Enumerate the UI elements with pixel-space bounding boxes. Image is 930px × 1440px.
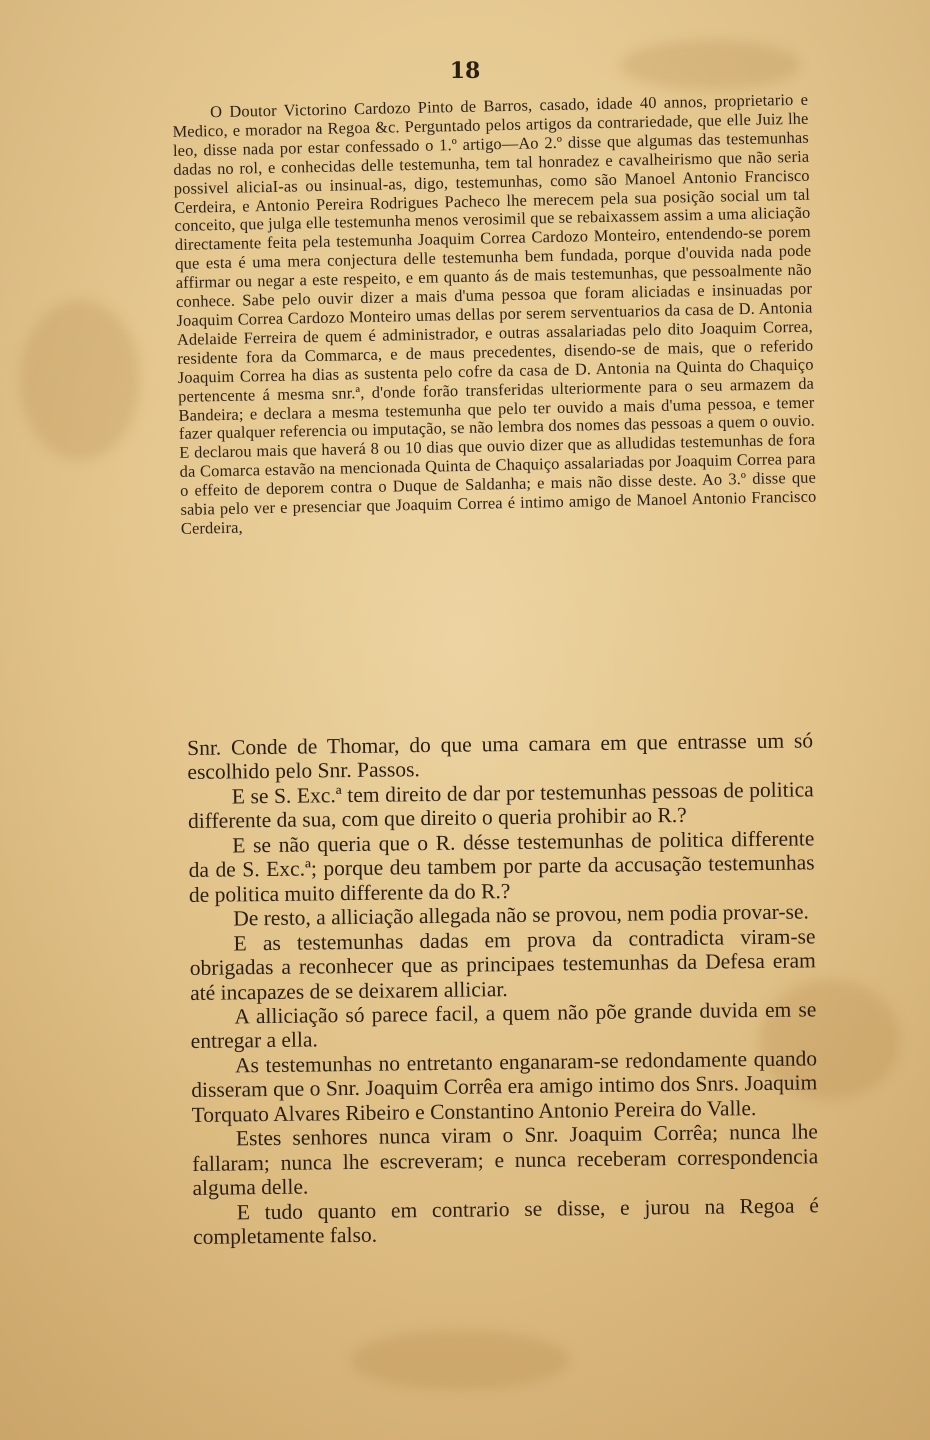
testimony-block xyxy=(172,91,817,539)
commentary-paragraph: E as testemunhas dadas em prova da contradicta viram-se obrigadas a reconhecer que as principaes testemunhas da Defesa eram até incapazes de se deixarem alliciar. xyxy=(189,923,816,1005)
testimony-paragraph: O Doutor Victorino Cardozo Pinto de Barros, casado, idade 40 annos, proprietario e Medico, e morador na Regoa &c. Perguntado pelos artigos da contrariedade, que elle Juiz lhe leo, disse nada por estar confessado o 1.º artigo—Ao 2.º disse que algumas das testemunhas dadas no rol, e conhecidas delle testemunha, tem tal honradez e cavalheirismo que não seria possivel aliciaI-as ou insinual-as, digo, testemunhas, como são Manoel Antonio Francisco Cerdeira, e Antonio Pereira Rodrigues Pacheco lhe merecem pela sua posição social um tal conceito, que julga elle testemunha menos verosimil que se rebaixassem assim a uma aliciação directamente feita pela testemunha Joaquim Correa Cardozo Monteiro, entendendo-se porem que esta é uma mera conjectura delle testemunha bem fundada, porque d'ouvida nada pode affirmar ou negar a este respeito, e em quanto ás de mais testemunhas, que pessoalmente não conhece. Sabe pelo ouvir dizer a mais d'uma pessoa que foram aliciadas e insinuadas por Joaquim Correa Cardozo Monteiro umas dellas por serem serventuarios da casa de D. Antonia Adelaide Ferreira de quem é administrador, e outras assalariadas pelo dito Joaquim Correa, residente fora da Commarca, e de maus precedentes, disendo-se de mais, que o referido Joaquim Correa ha dias as sustenta pelo cofre da casa de D. Antonia na Quinta do Chaquiço pertencente á mesma snr.ª, d'onde forão transferidas ulteriormente para o seu armazem da Bandeira; e declara a mesma testemunha que pelo ter ouvido a mais d'uma pessoa, e temer fazer qualquer referencia ou imputação, se não lembra dos nomes das pessoas a quem o ouvio. E declarou mais que haverá 8 ou 10 dias que ouvio dizer que as alludidas testemunhas de fora da Comarca estavão na mencionada Quinta de Chaquiço assalariadas por Joaquim Correa para o effeito de deporem contra o Duque de Saldanha; e mais não disse deste. Ao 3.º disse que sabia pelo ver e presenciar que Joaquim Correa é intimo amigo de Manoel Antonio Francisco Cerdeira, xyxy=(172,89,817,538)
commentary-paragraph: A alliciação só parece facil, a quem não põe grande duvida em se entregar a ella. xyxy=(190,997,817,1054)
commentary-paragraph: As testemunhas no entretanto enganaram-se redondamente quando disseram que o Snr. Joaquim Corrêa era amigo intimo dos Snrs. Joaquim Torquato Alvares Ribeiro e Constantino Antonio Pereira do Valle. xyxy=(191,1046,818,1127)
commentary-paragraph: E tudo quanto em contrario se disse, e jurou na Regoa é completamente falso. xyxy=(192,1192,819,1250)
commentary-paragraph: E se não queria que o R. désse testemunhas de politica differente da de S. Exc.ª; porque deu tambem por parte da accusação testemunhas de politica muito differente da do R.? xyxy=(188,826,815,907)
commentary-paragraph: De resto, a alliciação allegada não se provou, nem podia provar-se. xyxy=(233,899,809,931)
commentary-paragraph: E se S. Exc.ª tem direito de dar por testemunhas pessoas de politica differente da sua, com que direito o queria prohibir ao R.? xyxy=(187,777,814,834)
paper-stain xyxy=(350,1330,570,1390)
commentary-block xyxy=(187,728,819,1249)
commentary-paragraph: Estes senhores nunca viram o Snr. Joaquim Corrêa; nunca lhe fallaram; nunca lhe escreveram; e nunca receberam correspondencia alguma delle. xyxy=(192,1119,819,1201)
paper-stain xyxy=(20,300,140,460)
bleed-through-text xyxy=(180,696,800,733)
commentary-paragraph: Snr. Conde de Thomar, do que uma camara em que entrasse um só escolhido pelo Snr. Passos. xyxy=(187,728,814,785)
page-number: 18 xyxy=(449,58,481,84)
